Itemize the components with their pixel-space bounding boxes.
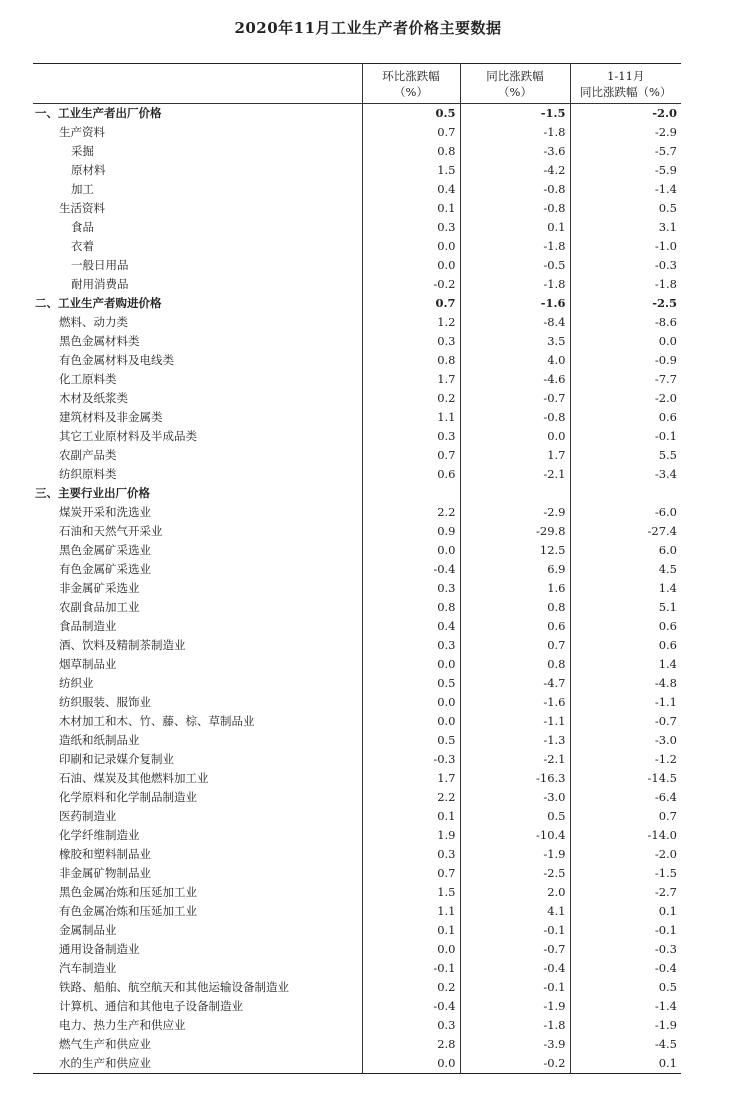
row-mom-cell: 0.2	[362, 389, 460, 408]
row-name-cell: 采掘	[71, 144, 94, 158]
table-section-row	[33, 484, 681, 503]
row-name-cell: 印刷和记录媒介复制业	[59, 752, 174, 766]
row-ytd-cell: -5.9	[570, 161, 681, 180]
row-mom-cell: 0.1	[362, 921, 460, 940]
row-yoy-cell: 0.1	[460, 218, 570, 237]
row-mom-cell: 0.3	[362, 845, 460, 864]
row-ytd-cell: 0.0	[570, 332, 681, 351]
row-mom-cell: 0.4	[362, 617, 460, 636]
row-ytd-cell: 0.6	[570, 636, 681, 655]
row-mom-cell: 1.2	[362, 313, 460, 332]
row-ytd-cell: -3.4	[570, 465, 681, 484]
row-yoy-cell: -0.4	[460, 959, 570, 978]
header-ytd-period: 1-11月	[607, 68, 645, 83]
row-mom-cell: 0.0	[362, 541, 460, 560]
row-mom-cell: 0.7	[362, 123, 460, 142]
table-row	[33, 199, 681, 218]
row-yoy-cell: -1.9	[460, 845, 570, 864]
table-row	[33, 579, 681, 598]
row-name-cell: 橡胶和塑料制品业	[59, 847, 151, 861]
table-row	[33, 123, 681, 142]
table-row	[33, 275, 681, 294]
row-name-cell: 计算机、通信和其他电子设备制造业	[59, 999, 243, 1013]
row-ytd-cell: -2.7	[570, 883, 681, 902]
row-mom-cell: 0.0	[362, 256, 460, 275]
table-row	[33, 237, 681, 256]
table-row	[33, 389, 681, 408]
row-name-cell: 衣着	[71, 239, 94, 253]
row-name-cell: 有色金属矿采选业	[59, 562, 151, 576]
table-row	[33, 218, 681, 237]
row-yoy-cell: -1.1	[460, 712, 570, 731]
row-ytd-cell: -2.0	[570, 845, 681, 864]
row-yoy-cell: 1.6	[460, 579, 570, 598]
row-ytd-cell: -2.0	[570, 389, 681, 408]
row-name-cell: 生产资料	[59, 125, 105, 139]
row-ytd-cell: -0.9	[570, 351, 681, 370]
row-ytd-cell: 0.6	[570, 617, 681, 636]
table-row	[33, 693, 681, 712]
row-yoy-cell: -0.5	[460, 256, 570, 275]
row-yoy-cell: -1.6	[460, 693, 570, 712]
row-mom-cell: 1.7	[362, 769, 460, 788]
table-row	[33, 522, 681, 541]
row-name-cell: 电力、热力生产和供应业	[59, 1018, 186, 1032]
row-name-cell: 有色金属冶炼和压延加工业	[59, 904, 197, 918]
row-ytd-cell: -27.4	[570, 522, 681, 541]
row-mom-cell: 1.5	[362, 161, 460, 180]
row-ytd-cell: -1.2	[570, 750, 681, 769]
row-yoy-cell: -3.6	[460, 142, 570, 161]
row-name-cell: 原材料	[71, 163, 106, 177]
row-mom-cell: 0.5	[362, 104, 460, 124]
row-ytd-cell	[570, 484, 681, 503]
row-mom-cell: 0.7	[362, 294, 460, 313]
row-name-cell: 一、工业生产者出厂价格	[35, 106, 162, 120]
row-name-cell: 农副食品加工业	[59, 600, 140, 614]
row-name-cell: 非金属矿物制品业	[59, 866, 151, 880]
row-name-cell: 非金属矿采选业	[59, 581, 140, 595]
row-ytd-cell: -14.0	[570, 826, 681, 845]
row-yoy-cell: 0.7	[460, 636, 570, 655]
row-name-cell: 加工	[71, 182, 94, 196]
row-yoy-cell: -0.8	[460, 180, 570, 199]
row-name-cell: 一般日用品	[71, 258, 129, 272]
table-row	[33, 788, 681, 807]
price-data-table	[33, 63, 681, 1074]
row-yoy-cell: 12.5	[460, 541, 570, 560]
row-yoy-cell: 0.8	[460, 598, 570, 617]
row-yoy-cell: -2.1	[460, 750, 570, 769]
table-row	[33, 408, 681, 427]
row-ytd-cell: -1.9	[570, 1016, 681, 1035]
row-ytd-cell: -7.7	[570, 370, 681, 389]
row-mom-cell: 0.8	[362, 142, 460, 161]
table-row	[33, 636, 681, 655]
row-yoy-cell: -1.8	[460, 1016, 570, 1035]
row-ytd-cell: -2.9	[570, 123, 681, 142]
row-ytd-cell: 0.5	[570, 199, 681, 218]
row-yoy-cell: -1.8	[460, 275, 570, 294]
header-ytd-change	[570, 64, 681, 104]
row-name-cell: 石油、煤炭及其他燃料加工业	[59, 771, 209, 785]
row-ytd-cell: -3.0	[570, 731, 681, 750]
table-row	[33, 1016, 681, 1035]
table-row	[33, 332, 681, 351]
row-yoy-cell: -10.4	[460, 826, 570, 845]
table-row	[33, 731, 681, 750]
row-mom-cell: 0.0	[362, 655, 460, 674]
row-mom-cell: 2.8	[362, 1035, 460, 1054]
row-mom-cell: -0.3	[362, 750, 460, 769]
row-ytd-cell: -14.5	[570, 769, 681, 788]
row-yoy-cell: 4.1	[460, 902, 570, 921]
row-name-cell: 黑色金属冶炼和压延加工业	[59, 885, 197, 899]
row-name-cell: 黑色金属矿采选业	[59, 543, 151, 557]
row-ytd-cell: 0.5	[570, 978, 681, 997]
table-row	[33, 864, 681, 883]
row-mom-cell: 0.4	[362, 180, 460, 199]
header-item-column	[33, 64, 362, 104]
row-mom-cell: 0.1	[362, 807, 460, 826]
row-yoy-cell: -1.9	[460, 997, 570, 1016]
row-mom-cell: 0.0	[362, 940, 460, 959]
table-row	[33, 446, 681, 465]
row-yoy-cell: -16.3	[460, 769, 570, 788]
row-yoy-cell: -1.3	[460, 731, 570, 750]
row-yoy-cell: -0.2	[460, 1054, 570, 1074]
row-yoy-cell: 0.6	[460, 617, 570, 636]
row-name-cell: 生活资料	[59, 201, 105, 215]
row-ytd-cell: -4.5	[570, 1035, 681, 1054]
row-ytd-cell: 6.0	[570, 541, 681, 560]
row-name-cell: 通用设备制造业	[59, 942, 140, 956]
row-yoy-cell: 4.0	[460, 351, 570, 370]
row-yoy-cell: 0.8	[460, 655, 570, 674]
row-ytd-cell: 0.7	[570, 807, 681, 826]
row-ytd-cell: 0.1	[570, 902, 681, 921]
row-yoy-cell: -8.4	[460, 313, 570, 332]
row-yoy-cell: -0.1	[460, 921, 570, 940]
table-row	[33, 959, 681, 978]
row-name-cell: 化学原料和化学制品制造业	[59, 790, 197, 804]
row-ytd-cell: -1.0	[570, 237, 681, 256]
row-ytd-cell: -0.3	[570, 940, 681, 959]
table-row	[33, 712, 681, 731]
table-row	[33, 674, 681, 693]
row-name-cell: 煤炭开采和洗选业	[59, 505, 151, 519]
row-mom-cell: 1.1	[362, 902, 460, 921]
row-name-cell: 有色金属材料及电线类	[59, 353, 174, 367]
row-name-cell: 烟草制品业	[59, 657, 117, 671]
row-yoy-cell: -0.7	[460, 389, 570, 408]
table-row	[33, 769, 681, 788]
table-row	[33, 313, 681, 332]
row-name-cell: 石油和天然气开采业	[59, 524, 163, 538]
row-mom-cell: 0.7	[362, 446, 460, 465]
row-ytd-cell: -1.5	[570, 864, 681, 883]
row-yoy-cell: -4.7	[460, 674, 570, 693]
row-yoy-cell: -4.2	[460, 161, 570, 180]
table-row	[33, 978, 681, 997]
row-mom-cell: 0.0	[362, 1054, 460, 1074]
row-name-cell: 纺织服装、服饰业	[59, 695, 151, 709]
row-yoy-cell: -0.7	[460, 940, 570, 959]
row-name-cell: 三、主要行业出厂价格	[35, 486, 150, 500]
table-row	[33, 845, 681, 864]
row-mom-cell: 1.7	[362, 370, 460, 389]
row-yoy-cell: -29.8	[460, 522, 570, 541]
row-yoy-cell: -2.1	[460, 465, 570, 484]
row-yoy-cell: 3.5	[460, 332, 570, 351]
row-name-cell: 燃料、动力类	[59, 315, 128, 329]
row-ytd-cell: -1.8	[570, 275, 681, 294]
row-mom-cell: 2.2	[362, 503, 460, 522]
table-row	[33, 161, 681, 180]
row-name-cell: 酒、饮料及精制茶制造业	[59, 638, 186, 652]
row-ytd-cell: 4.5	[570, 560, 681, 579]
row-name-cell: 食品	[71, 220, 94, 234]
row-yoy-cell	[460, 484, 570, 503]
header-mom-change	[362, 64, 460, 104]
row-mom-cell: 1.5	[362, 883, 460, 902]
row-name-cell: 水的生产和供应业	[59, 1056, 151, 1070]
table-row	[33, 465, 681, 484]
table-row	[33, 750, 681, 769]
row-mom-cell: 0.8	[362, 351, 460, 370]
row-name-cell: 燃气生产和供应业	[59, 1037, 151, 1051]
table-row	[33, 503, 681, 522]
row-mom-cell: 0.5	[362, 731, 460, 750]
row-yoy-cell: 2.0	[460, 883, 570, 902]
row-ytd-cell: -1.4	[570, 997, 681, 1016]
row-ytd-cell: 0.6	[570, 408, 681, 427]
row-mom-cell: 0.3	[362, 218, 460, 237]
row-ytd-cell: -2.0	[570, 104, 681, 124]
row-mom-cell: 0.8	[362, 598, 460, 617]
row-mom-cell: 2.2	[362, 788, 460, 807]
row-ytd-cell: 1.4	[570, 655, 681, 674]
row-name-cell: 黑色金属材料类	[59, 334, 140, 348]
table-row	[33, 142, 681, 161]
row-yoy-cell: -1.8	[460, 123, 570, 142]
row-mom-cell: 0.1	[362, 199, 460, 218]
table-row	[33, 807, 681, 826]
row-name-cell: 木材及纸浆类	[59, 391, 128, 405]
row-ytd-cell: 0.1	[570, 1054, 681, 1074]
table-row	[33, 598, 681, 617]
table-row	[33, 655, 681, 674]
row-ytd-cell: -0.4	[570, 959, 681, 978]
row-name-cell: 造纸和纸制品业	[59, 733, 140, 747]
table-row	[33, 617, 681, 636]
row-yoy-cell: -1.6	[460, 294, 570, 313]
header-yoy-change	[460, 64, 570, 104]
row-ytd-cell: -4.8	[570, 674, 681, 693]
table-row	[33, 560, 681, 579]
row-ytd-cell: -6.0	[570, 503, 681, 522]
row-yoy-cell: -3.0	[460, 788, 570, 807]
row-mom-cell: 1.1	[362, 408, 460, 427]
row-mom-cell: 0.0	[362, 693, 460, 712]
page-title: 2020年11月工业生产者价格主要数据	[234, 19, 502, 37]
table-row	[33, 370, 681, 389]
table-row	[33, 883, 681, 902]
row-yoy-cell: -2.9	[460, 503, 570, 522]
table-row	[33, 427, 681, 446]
row-ytd-cell: -2.5	[570, 294, 681, 313]
table-row	[33, 826, 681, 845]
row-yoy-cell: 0.0	[460, 427, 570, 446]
row-name-cell: 化学纤维制造业	[59, 828, 140, 842]
row-mom-cell: 0.6	[362, 465, 460, 484]
row-mom-cell: 0.9	[362, 522, 460, 541]
header-yoy-unit: （%）	[498, 84, 532, 99]
row-name-cell: 铁路、船舶、航空航天和其他运输设备制造业	[59, 980, 289, 994]
row-mom-cell: 1.9	[362, 826, 460, 845]
table-section-row	[33, 104, 681, 124]
row-name-cell: 纺织业	[59, 676, 94, 690]
table-row	[33, 921, 681, 940]
row-name-cell: 耐用消费品	[71, 277, 129, 291]
row-mom-cell: -0.1	[362, 959, 460, 978]
row-ytd-cell: -0.1	[570, 921, 681, 940]
row-mom-cell: -0.4	[362, 560, 460, 579]
table-row	[33, 1035, 681, 1054]
row-mom-cell: 0.7	[362, 864, 460, 883]
row-ytd-cell: -5.7	[570, 142, 681, 161]
row-mom-cell: 0.2	[362, 978, 460, 997]
row-name-cell: 农副产品类	[59, 448, 117, 462]
row-yoy-cell: 6.9	[460, 560, 570, 579]
row-ytd-cell: -0.3	[570, 256, 681, 275]
table-row	[33, 997, 681, 1016]
row-name-cell: 木材加工和木、竹、藤、棕、草制品业	[59, 714, 255, 728]
row-mom-cell: 0.5	[362, 674, 460, 693]
table-row	[33, 902, 681, 921]
row-ytd-cell: -1.4	[570, 180, 681, 199]
header-mom-label: 环比涨跌幅	[382, 68, 440, 83]
row-ytd-cell: -6.4	[570, 788, 681, 807]
row-mom-cell: 0.3	[362, 579, 460, 598]
row-yoy-cell: -0.1	[460, 978, 570, 997]
row-name-cell: 医药制造业	[59, 809, 117, 823]
row-ytd-cell: -8.6	[570, 313, 681, 332]
row-yoy-cell: 1.7	[460, 446, 570, 465]
row-yoy-cell: -1.8	[460, 237, 570, 256]
row-yoy-cell: -1.5	[460, 104, 570, 124]
row-ytd-cell: 5.1	[570, 598, 681, 617]
row-mom-cell: 0.3	[362, 332, 460, 351]
row-yoy-cell: -0.8	[460, 408, 570, 427]
table-section-row	[33, 294, 681, 313]
table-row	[33, 180, 681, 199]
row-ytd-cell: -1.1	[570, 693, 681, 712]
row-mom-cell: 0.3	[362, 636, 460, 655]
header-mom-unit: （%）	[394, 84, 428, 99]
row-name-cell: 食品制造业	[59, 619, 117, 633]
row-name-cell: 二、工业生产者购进价格	[35, 296, 162, 310]
row-mom-cell: -0.2	[362, 275, 460, 294]
row-yoy-cell: -0.8	[460, 199, 570, 218]
table-row	[33, 940, 681, 959]
header-yoy-label: 同比涨跌幅	[486, 68, 544, 83]
row-name-cell: 化工原料类	[59, 372, 117, 386]
row-yoy-cell: -4.6	[460, 370, 570, 389]
row-name-cell: 纺织原料类	[59, 467, 117, 481]
row-mom-cell: 0.3	[362, 1016, 460, 1035]
table-row	[33, 351, 681, 370]
table-row	[33, 256, 681, 275]
table-row	[33, 1054, 681, 1074]
row-mom-cell	[362, 484, 460, 503]
row-name-cell: 汽车制造业	[59, 961, 117, 975]
row-ytd-cell: 3.1	[570, 218, 681, 237]
row-mom-cell: 0.0	[362, 712, 460, 731]
row-mom-cell: 0.3	[362, 427, 460, 446]
row-name-cell: 建筑材料及非金属类	[59, 410, 163, 424]
row-mom-cell: 0.0	[362, 237, 460, 256]
row-yoy-cell: 0.5	[460, 807, 570, 826]
header-ytd-label: 同比涨跌幅（%）	[580, 84, 672, 99]
row-ytd-cell: -0.1	[570, 427, 681, 446]
row-ytd-cell: 1.4	[570, 579, 681, 598]
row-name-cell: 其它工业原材料及半成品类	[59, 429, 197, 443]
row-name-cell: 金属制品业	[59, 923, 117, 937]
table-body	[33, 104, 681, 1074]
row-ytd-cell: -0.7	[570, 712, 681, 731]
row-yoy-cell: -2.5	[460, 864, 570, 883]
row-ytd-cell: 5.5	[570, 446, 681, 465]
table-row	[33, 541, 681, 560]
row-mom-cell: -0.4	[362, 997, 460, 1016]
table-header	[33, 64, 681, 104]
row-yoy-cell: -3.9	[460, 1035, 570, 1054]
